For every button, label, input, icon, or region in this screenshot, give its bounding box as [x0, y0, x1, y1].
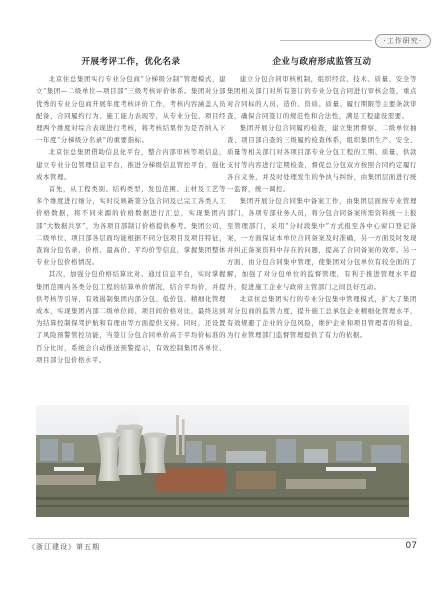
right-section-title: 企业与政府形成监管互动: [272, 57, 372, 67]
publication-name: 《浙江建设》第五期: [28, 543, 100, 551]
paragraph: 建立分包合同审核机制，组织经营、技术、质量、安全等集团相关部门对所有签订的专业分包合同进行审核会签，重点对合同标的人员、造价、资质、质量、履行期限等主要条款审查，确保合同签订的规范性和合法性，满足工程建设需要。: [227, 75, 417, 120]
paragraph: 北京住总集团实行专业分包商“分梯级分制”管理模式，建立“集团—二级单位—项目部”三级考核评价体系。集团对分部优秀的专业分包商开展年度考核评价工作，考核内容涵盖人员配备、合同履约行为、施工能力表现等，从专业分包、项目经理两个维度对综合表现进行考核，将考核结果作为是否纳入下一年度“分梯级分名录”的重要指标。: [36, 75, 226, 145]
page-footer: [28, 542, 417, 554]
paragraph: 首先，从工程类别、结构类型、发包范围、主材及工艺等多个维度进行细分，实时反映新签分包合同及已完工各类人工价格数据，将不同来源的价格数据进行汇总，实现集团内部“大数据共享”，为各项目部制订价格提供参考。集团公司、二级单位、项目部各层面均能根据不同分包项目及项目特征，查询分包名录、价格、最高价、平均价等信息，掌握集团整体专业分包价格情况。: [36, 185, 226, 267]
paragraph: 其次，加强分包价格结算比对。通过信息平台，实时掌握集团范围内各类分包工程的结算单价情况，结合平均价，并提供考核等引导，有效遏制集团内部分包、低价包、精细化管理成本，实现集团内部二级单位间、项目间价格对比，最终达到为结算控制保驾护航和有理由等方面提供支持。同时，还设置了风险预警管控功能，当签订分包合同单价高于平均价标准的百分比时，系统会自动推送预警提示，有效控制集团各单位、项目部分包价格水平。: [36, 270, 226, 364]
left-section-title: 开展考评工作，优化名录: [81, 57, 181, 67]
paragraph: 北京住总集团借助信息化平台，整合内部审核等项信息，建立专业分包管理信息平台，推进分梯级信息管控平台，强化成本管理。: [36, 148, 226, 181]
right-column: [227, 56, 417, 342]
left-column: [36, 56, 226, 366]
paragraph: 集团开展分包合同集中备案工作，由集团层面按专业管理部门，各项专部业务人员，将分包合同备案所需资料统一上报至管理部门，采用“分时段集中”方式报至各中心窗口登记备案，一方面保证本单位合同备案及时准确，另一方面及时发现并纠正备案资料中存在的问题，提高了合同备案的效率。另一方面，由分包合同集中管理，使集团对分包单位有较全面的了解，加强了对分包单位的监督管理，有利于推进管理水平提升，促进施工企业与政府主管部门之间良好互动。: [227, 197, 417, 291]
paragraph: 北京住总集团实行的专业分包集中管理模式，扩大了集团对分包商的监管力度，提升施工总承包企业精细化管理水平，有效规避了企业的分包风险，维护企业和项目管理者的利益，为行业管理部门监督管理提供了有力的依据。: [227, 294, 417, 340]
footer-divider: [28, 538, 417, 539]
power-plant-photo: [36, 405, 409, 517]
power-plant-illustration: [36, 405, 409, 517]
page-number: 07: [405, 541, 417, 551]
section-tag: ·工作研究·: [375, 34, 431, 48]
paragraph: 集团开展分包合同履约检查，建立集团督察、二级单位抽查、项目部自查的三级履约检查体系，组织集团生产、安全、质量等相关部门对各项目部专业分包工程的工期、质量、供款支付等内容进行定期检查，督促总分包双方按照合同约定履行各自义务，并及时处理发生的争执与纠纷，由集团层面进行统一监督，统一调控。: [227, 124, 417, 194]
